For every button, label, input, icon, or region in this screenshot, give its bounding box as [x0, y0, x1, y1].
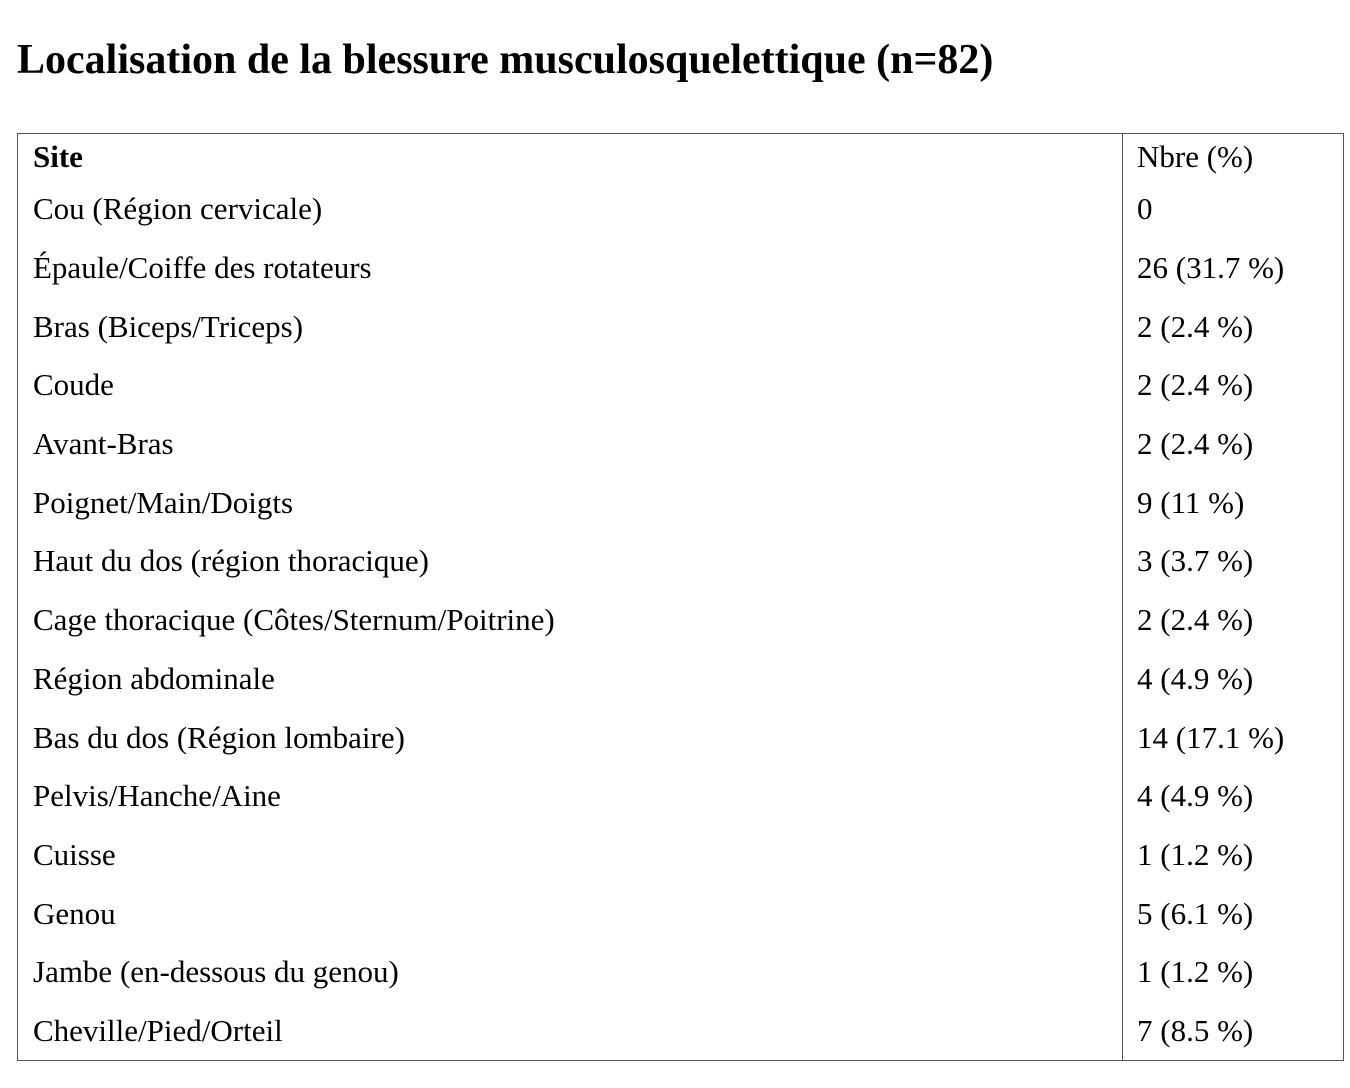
- cell-count: 2 (2.4 %): [1137, 367, 1254, 403]
- table-row: [18, 180, 1344, 239]
- cell-site: Épaule/Coiffe des rotateurs: [18, 239, 1123, 298]
- cell-site: Cuisse: [18, 826, 1123, 885]
- header-count: Nbre (%): [1137, 139, 1254, 174]
- table-row: [18, 415, 1344, 474]
- cell-site: Bas du dos (Région lombaire): [18, 708, 1123, 767]
- table-row: [18, 943, 1344, 1002]
- table-row: [18, 532, 1344, 591]
- cell-count: 5 (6.1 %): [1137, 895, 1254, 931]
- cell-site: Cage thoracique (Côtes/Sternum/Poitrine): [18, 591, 1123, 650]
- cell-site: Cou (Région cervicale): [18, 180, 1123, 239]
- cell-count: 2 (2.4 %): [1137, 308, 1254, 344]
- cell-count: 2 (2.4 %): [1137, 426, 1254, 462]
- cell-site: Avant-Bras: [18, 415, 1123, 474]
- table-row: [18, 1002, 1344, 1061]
- cell-count: 4 (4.9 %): [1137, 778, 1254, 814]
- cell-site: Pelvis/Hanche/Aine: [18, 767, 1123, 826]
- injury-location-table: [17, 133, 1344, 1061]
- cell-site: Poignet/Main/Doigts: [18, 473, 1123, 532]
- table-row: [18, 826, 1344, 885]
- table-header-row: [18, 134, 1344, 181]
- cell-count: 1 (1.2 %): [1137, 836, 1254, 872]
- cell-count: 3 (3.7 %): [1137, 543, 1254, 579]
- cell-count: 7 (8.5 %): [1137, 1012, 1254, 1048]
- cell-count: 2 (2.4 %): [1137, 602, 1254, 638]
- table-row: [18, 708, 1344, 767]
- cell-site: Genou: [18, 884, 1123, 943]
- cell-count: 14 (17.1 %): [1137, 719, 1285, 755]
- table-row: [18, 884, 1344, 943]
- table-row: [18, 591, 1344, 650]
- cell-site: Coude: [18, 356, 1123, 415]
- table-row: [18, 239, 1344, 298]
- cell-site: Région abdominale: [18, 650, 1123, 709]
- cell-site: Cheville/Pied/Orteil: [18, 1002, 1123, 1061]
- cell-site: Haut du dos (région thoracique): [18, 532, 1123, 591]
- cell-count: 4 (4.9 %): [1137, 660, 1254, 696]
- cell-count: 9 (11 %): [1137, 484, 1245, 520]
- table-row: [18, 297, 1344, 356]
- page-title: Localisation de la blessure musculosquelettique (n=82): [17, 37, 994, 83]
- table-row: [18, 650, 1344, 709]
- cell-site: Jambe (en-dessous du genou): [18, 943, 1123, 1002]
- cell-count: 1 (1.2 %): [1137, 954, 1254, 990]
- cell-count: 0: [1137, 191, 1153, 227]
- table-row: [18, 473, 1344, 532]
- table-row: [18, 356, 1344, 415]
- cell-count: 26 (31.7 %): [1137, 250, 1285, 286]
- cell-site: Bras (Biceps/Triceps): [18, 297, 1123, 356]
- header-site: Site: [18, 134, 1123, 181]
- table-row: [18, 767, 1344, 826]
